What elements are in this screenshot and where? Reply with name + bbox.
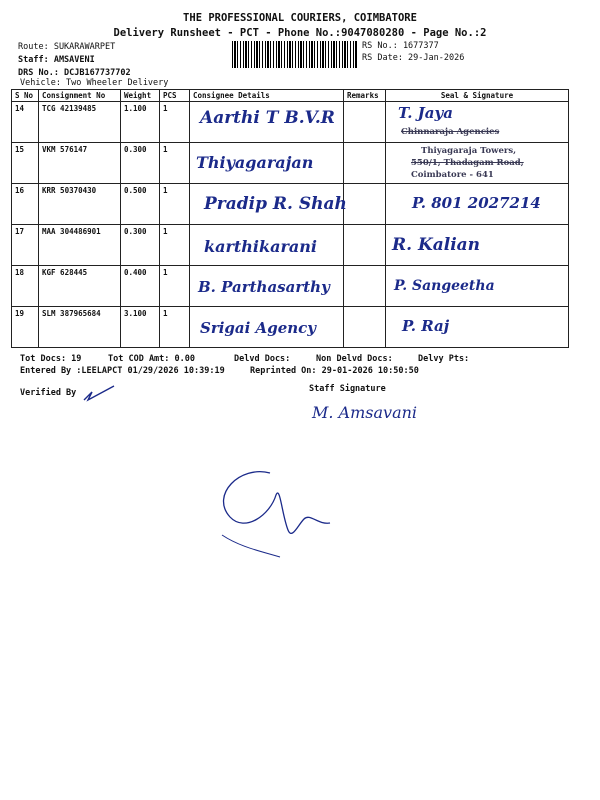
consignee-handwriting: Srigai Agency: [200, 319, 316, 337]
consignee-cell: [190, 225, 344, 266]
signature-cell: [386, 102, 569, 143]
col-remarks: Remarks: [344, 90, 386, 102]
weight-cell: 0.500: [121, 184, 160, 225]
consignee-cell: [190, 184, 347, 225]
signature-cell: [386, 225, 569, 266]
sno-cell: 19: [12, 307, 39, 348]
weight-cell: 0.300: [121, 143, 160, 184]
total-cod: Tot COD Amt: 0.00: [108, 354, 195, 364]
consignment-cell: MAA 304486901: [39, 225, 121, 266]
rs-date: RS Date: 29-Jan-2026: [362, 53, 465, 63]
weight-cell: 0.400: [121, 266, 160, 307]
table-row: [12, 184, 569, 225]
signature-handwriting: T. Jaya: [398, 104, 453, 122]
verified-by-label: Verified By: [20, 388, 77, 398]
delivery-points: Delvy Pts:: [418, 354, 470, 364]
weight-cell: 0.300: [121, 225, 160, 266]
consignee-cell: [190, 102, 344, 143]
col-pcs: PCS: [160, 90, 190, 102]
consignee-cell: [190, 266, 344, 307]
consignment-cell: SLM 387965684: [39, 307, 121, 348]
large-signature: [200, 455, 340, 565]
stamp-line-3: 550/1, Thadagam Road,: [411, 158, 524, 168]
non-delivered-docs: Non Delvd Docs:: [316, 354, 393, 364]
barcode: [232, 41, 357, 68]
col-weight: Weight: [121, 90, 160, 102]
col-consignee: Consignee Details: [190, 90, 344, 102]
rs-number: RS No.: 1677377: [362, 41, 439, 51]
remarks-cell: [344, 225, 386, 266]
stamp-line-1: Chinnaraja Agencies: [401, 127, 500, 137]
remarks-cell: [344, 266, 386, 307]
table-row: [12, 225, 569, 266]
remarks-cell: [344, 143, 386, 184]
table-row: [12, 307, 569, 348]
staff-signature-handwriting: M. Amsavani: [312, 403, 418, 422]
pcs-cell: 1: [160, 266, 190, 307]
delivered-docs: Delvd Docs:: [234, 354, 291, 364]
consignee-handwriting: karthikarani: [204, 237, 317, 256]
pcs-cell: 1: [160, 184, 190, 225]
weight-cell: 3.100: [121, 307, 160, 348]
signature-handwriting: P. Raj: [402, 317, 450, 335]
vehicle-label: Vehicle: Two Wheeler Delivery: [20, 78, 169, 88]
remarks-cell: [344, 307, 386, 348]
consignment-cell: TCG 42139485: [39, 102, 121, 143]
signature-handwriting: P. 801 2027214: [412, 194, 541, 212]
consignment-cell: KRR 50370430: [39, 184, 121, 225]
consignee-handwriting: Thiyagarajan: [196, 153, 314, 172]
table-row: [12, 102, 569, 143]
signature-cell: [386, 266, 569, 307]
consignee-cell: [190, 307, 344, 348]
sno-cell: 14: [12, 102, 39, 143]
consignee-handwriting: B. Parthasarthy: [198, 278, 330, 296]
table-header-row: [12, 90, 569, 102]
col-sno: S No: [12, 90, 39, 102]
weight-cell: 1.100: [121, 102, 160, 143]
verified-signature-mark: [80, 380, 120, 405]
total-docs: Tot Docs: 19: [20, 354, 82, 364]
consignee-handwriting: Aarthi T B.V.R: [200, 108, 335, 128]
signature-handwriting: R. Kalian: [392, 235, 481, 255]
pcs-cell: 1: [160, 102, 190, 143]
staff-signature-label: Staff Signature: [309, 384, 386, 394]
staff-label: Staff: AMSAVENI: [18, 55, 95, 65]
route-label: Route: SUKARAWARPET: [18, 42, 116, 52]
company-title: THE PROFESSIONAL COURIERS, COIMBATORE: [183, 12, 417, 24]
table-row: [12, 143, 569, 184]
stamp-line-2: Thiyagaraja Towers,: [421, 146, 517, 156]
signature-cell: [386, 143, 569, 184]
drs-number: DRS No.: DCJB167737702: [18, 68, 131, 78]
col-signature: Seal & Signature: [386, 90, 569, 102]
reprinted-on: Reprinted On: 29-01-2026 10:50:50: [250, 366, 419, 376]
remarks-cell: [344, 102, 386, 143]
consignment-cell: KGF 628445: [39, 266, 121, 307]
consignee-handwriting: Pradip R. Shah: [204, 194, 347, 214]
runsheet-subtitle: Delivery Runsheet - PCT - Phone No.:9047080280 - Page No.:2: [113, 27, 487, 39]
signature-cell: [386, 307, 569, 348]
stamp-line-4: Coimbatore - 641: [411, 170, 494, 180]
sno-cell: 16: [12, 184, 39, 225]
pcs-cell: 1: [160, 225, 190, 266]
remarks-cell: [344, 184, 386, 225]
sno-cell: 18: [12, 266, 39, 307]
signature-cell: [386, 184, 569, 225]
sno-cell: 17: [12, 225, 39, 266]
signature-handwriting: P. Sangeetha: [394, 278, 495, 294]
col-consignment: Consignment No: [39, 90, 121, 102]
consignee-cell: [190, 143, 344, 184]
consignment-cell: VKM 576147: [39, 143, 121, 184]
table-row: [12, 266, 569, 307]
entered-by: Entered By :LEELAPCT 01/29/2026 10:39:19: [20, 366, 225, 376]
pcs-cell: 1: [160, 307, 190, 348]
sno-cell: 15: [12, 143, 39, 184]
pcs-cell: 1: [160, 143, 190, 184]
runsheet-table: [11, 89, 569, 348]
